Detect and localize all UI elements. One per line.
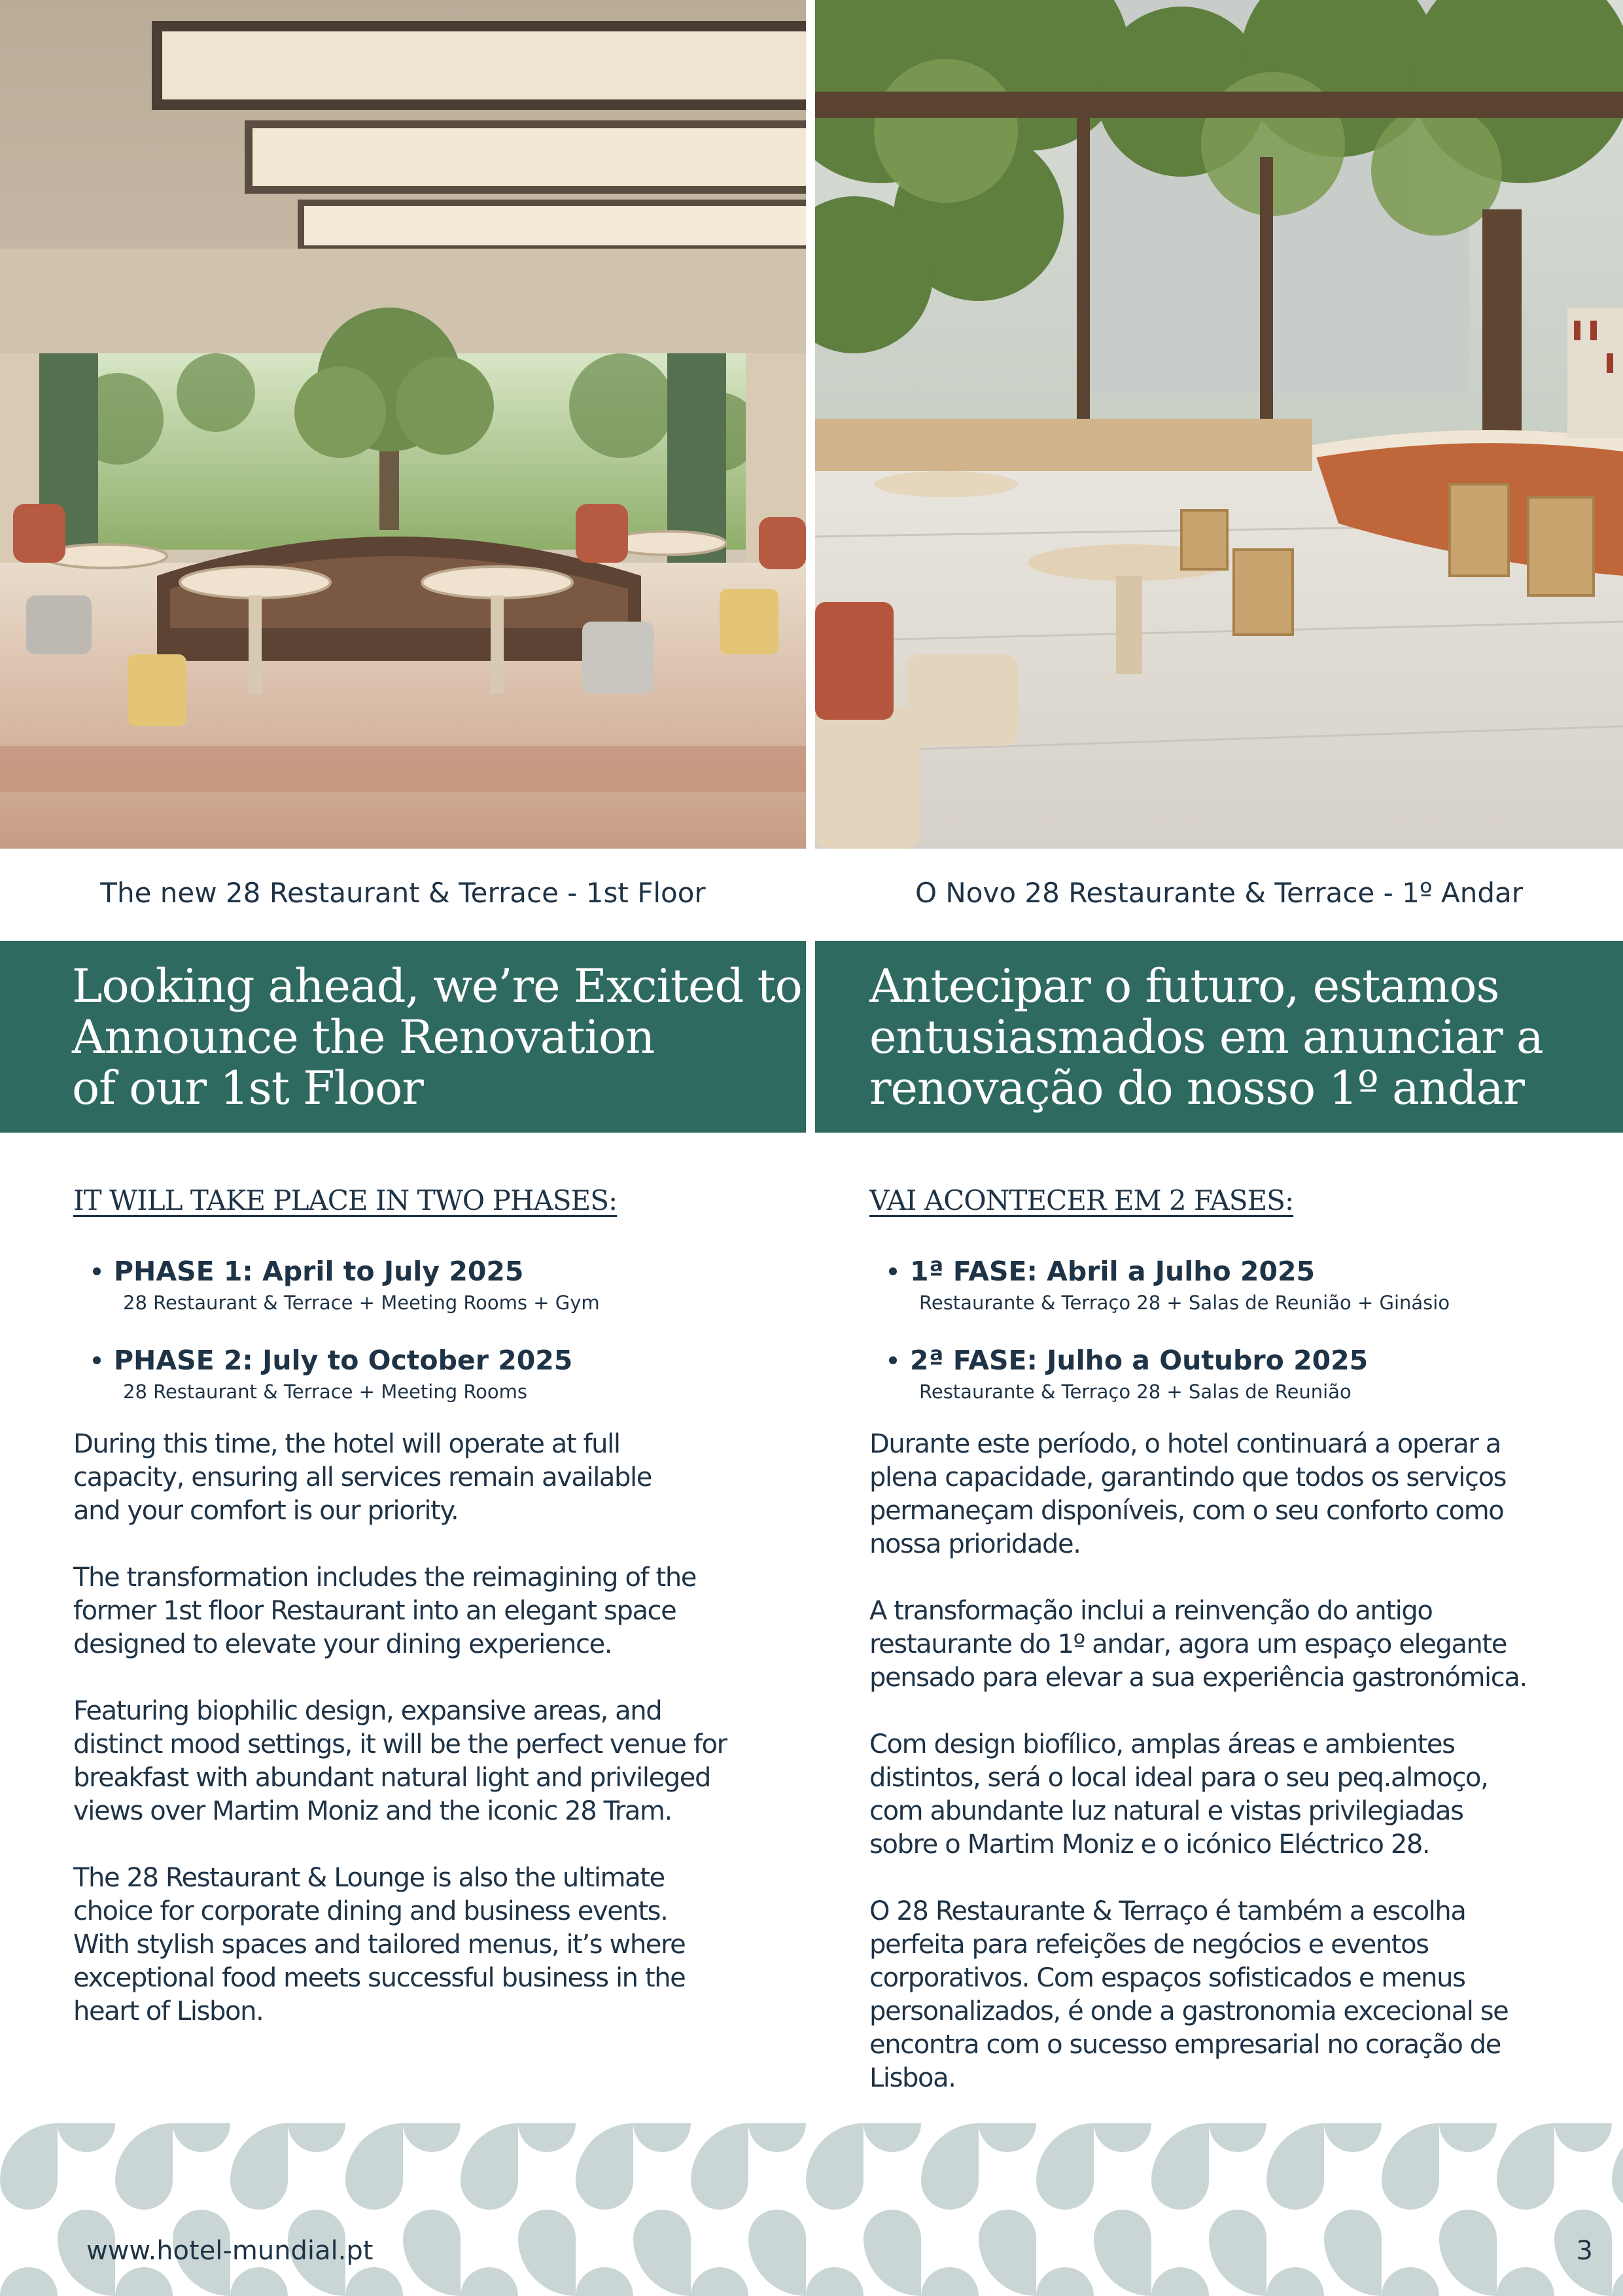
- paragraph-line: designed to elevate your dining experience.: [73, 1629, 612, 1659]
- restaurant-interior-photo: [0, 0, 806, 849]
- paragraph-line: distintos, será o local ideal para o seu peq.almoço,: [869, 1763, 1488, 1793]
- body-paragraph: [73, 1862, 799, 2028]
- headline-line: Announce the Renovation: [72, 1010, 655, 1064]
- headline-line: entusiasmados em anunciar a: [869, 1010, 1543, 1064]
- pattern-tile: [921, 2267, 979, 2296]
- headline-band-english: [0, 941, 806, 1133]
- pattern-tile: [806, 2181, 864, 2210]
- pattern-tile: [633, 2123, 691, 2152]
- pattern-tile: [173, 2123, 230, 2152]
- pattern-tile: [58, 2123, 115, 2152]
- paragraph-line: restaurante do 1º andar, agora um espaço elegante: [869, 1629, 1507, 1659]
- pattern-tile: [979, 2238, 1036, 2296]
- pattern-tile: [518, 2210, 576, 2238]
- terrace-photo: [815, 0, 1623, 849]
- pattern-tile: [1382, 2181, 1439, 2210]
- pattern-tile: [1209, 2123, 1266, 2152]
- pattern-tile: [1036, 2181, 1094, 2210]
- pattern-tile: [1036, 2267, 1094, 2296]
- pattern-tile: [1094, 2123, 1151, 2152]
- paragraph-line: capacity, ensuring all services remain available: [73, 1462, 652, 1492]
- pattern-tile: [1439, 2210, 1497, 2238]
- pattern-tile: [403, 2210, 461, 2238]
- paragraph-line: corporativos. Com espaços sofisticados e menus: [869, 1963, 1465, 1993]
- pattern-tile: [1209, 2210, 1266, 2238]
- paragraph-line: nossa prioridade.: [869, 1529, 1081, 1559]
- phase-title: PHASE 2: July to October 2025: [114, 1345, 573, 1376]
- phase-detail: Restaurante & Terraço 28 + Salas de Reunião + Ginásio: [919, 1292, 1450, 1314]
- pattern-tile: [1382, 2267, 1439, 2296]
- paragraph-line: With stylish spaces and tailored menus, it’s where: [73, 1930, 686, 1960]
- pattern-tile: [345, 2123, 403, 2181]
- pattern-tile: [115, 2267, 173, 2296]
- pattern-tile: [1324, 2210, 1382, 2238]
- paragraph-line: Lisboa.: [869, 2063, 956, 2093]
- pattern-tile: [1497, 2123, 1554, 2181]
- pattern-tile: [576, 2267, 633, 2296]
- pattern-tile: [633, 2210, 691, 2238]
- paragraph-line: perfeita para refeições de negócios e eventos: [869, 1930, 1429, 1960]
- pattern-tile: [864, 2210, 921, 2238]
- pattern-tile: [461, 2267, 518, 2296]
- website-link[interactable]: www.hotel-mundial.pt: [86, 2236, 374, 2266]
- pattern-tile: [1497, 2267, 1554, 2296]
- photo-caption-english: The new 28 Restaurant & Terrace - 1st Floor: [100, 877, 706, 909]
- paragraph-line: personalizados, é onde a gastronomia excecional se: [869, 1996, 1509, 2026]
- phases-heading: VAI ACONTECER EM 2 FASES:: [869, 1184, 1294, 1216]
- photo-caption-portuguese: O Novo 28 Restaurante & Terrace - 1º Andar: [915, 877, 1523, 909]
- pattern-tile: [979, 2210, 1036, 2238]
- pattern-tile: [691, 2267, 748, 2296]
- body-paragraph: [73, 1561, 799, 1661]
- pattern-tile: [403, 2123, 461, 2152]
- body-paragraph: [73, 1695, 799, 1828]
- pattern-tile: [633, 2238, 691, 2296]
- phase-title: 1ª FASE: Abril a Julho 2025: [910, 1256, 1316, 1287]
- body-paragraph: [73, 1428, 799, 1528]
- pattern-tile: [1554, 2123, 1612, 2152]
- pattern-tile: [1612, 2181, 1623, 2210]
- paragraph-line: During this time, the hotel will operate at full: [73, 1429, 620, 1459]
- paragraph-line: Com design biofílico, amplas áreas e ambientes: [869, 1729, 1455, 1759]
- pattern-tile: [461, 2123, 518, 2181]
- pattern-tile: [461, 2181, 518, 2210]
- pattern-tile: [115, 2181, 173, 2210]
- pattern-tile: [1151, 2181, 1209, 2210]
- pattern-tile: [1036, 2123, 1094, 2181]
- pattern-tile: [806, 2123, 864, 2181]
- body-paragraph: [869, 1428, 1609, 1561]
- body-paragraph: [869, 1595, 1609, 1695]
- pattern-tile: [518, 2238, 576, 2296]
- portuguese-column: [869, 1178, 1609, 2128]
- paragraph-line: and your comfort is our priority.: [73, 1496, 459, 1526]
- paragraph-line: The 28 Restaurant & Lounge is also the ultimate: [73, 1863, 665, 1893]
- phase-item: [73, 1342, 799, 1405]
- pattern-tile: [1612, 2123, 1623, 2181]
- pattern-tile: [864, 2238, 921, 2296]
- phase-detail: 28 Restaurant & Terrace + Meeting Rooms: [123, 1381, 528, 1403]
- pattern-tile: [1324, 2123, 1382, 2152]
- pattern-tile: [1209, 2238, 1266, 2296]
- paragraph-line: former 1st floor Restaurant into an elegant space: [73, 1596, 676, 1626]
- pattern-tile: [806, 2267, 864, 2296]
- paragraph-line: O 28 Restaurante & Terraço é também a escolha: [869, 1896, 1466, 1926]
- pattern-tile: [1497, 2181, 1554, 2210]
- paragraph-line: A transformação inclui a reinvenção do antigo: [869, 1596, 1433, 1626]
- phase-detail: 28 Restaurant & Terrace + Meeting Rooms + Gym: [123, 1292, 600, 1314]
- headline-line: Antecipar o futuro, estamos: [869, 959, 1499, 1013]
- pattern-tile: [1151, 2267, 1209, 2296]
- phase-item: [869, 1342, 1609, 1405]
- phase-item: [73, 1253, 799, 1316]
- pattern-tile: [0, 2181, 58, 2210]
- pattern-tile: [115, 2123, 173, 2181]
- pattern-tile: [1266, 2267, 1324, 2296]
- pattern-tile: [230, 2123, 288, 2181]
- paragraph-line: choice for corporate dining and business events.: [73, 1896, 668, 1926]
- pattern-tile: [576, 2123, 633, 2181]
- paragraph-line: The transformation includes the reimagining of the: [73, 1563, 696, 1593]
- paragraph-line: plena capacidade, garantindo que todos os serviços: [869, 1462, 1507, 1492]
- pattern-tile: [230, 2267, 288, 2296]
- pattern-tile: [1382, 2123, 1439, 2181]
- phase-title: PHASE 1: April to July 2025: [114, 1256, 524, 1287]
- pattern-tile: [230, 2181, 288, 2210]
- pattern-tile: [1612, 2267, 1623, 2296]
- pattern-tile: [748, 2123, 806, 2152]
- headline-line: renovação do nosso 1º andar: [869, 1061, 1524, 1115]
- pattern-tile: [1266, 2123, 1324, 2181]
- pattern-tile: [1094, 2210, 1151, 2238]
- pattern-tile: [1151, 2123, 1209, 2181]
- paragraph-line: heart of Lisbon.: [73, 1996, 264, 2026]
- paragraph-line: permaneçam disponíveis, com o seu conforto como: [869, 1496, 1504, 1526]
- headline-line: Looking ahead, we’re Excited to: [72, 959, 802, 1013]
- pattern-tile: [748, 2238, 806, 2296]
- pattern-tile: [345, 2181, 403, 2210]
- pattern-tile: [1266, 2181, 1324, 2210]
- phase-title: 2ª FASE: Julho a Outubro 2025: [910, 1345, 1369, 1376]
- phase-item: [869, 1253, 1609, 1316]
- pattern-tile: [518, 2123, 576, 2152]
- pattern-tile: [576, 2181, 633, 2210]
- headline-line: of our 1st Floor: [72, 1061, 423, 1115]
- pattern-tile: [921, 2123, 979, 2181]
- pattern-tile: [979, 2123, 1036, 2152]
- paragraph-line: distinct mood settings, it will be the perfect venue for: [73, 1729, 727, 1759]
- paragraph-line: breakfast with abundant natural light and privileged: [73, 1763, 710, 1793]
- pattern-tile: [921, 2181, 979, 2210]
- headline-band-portuguese: [815, 941, 1623, 1133]
- paragraph-line: sobre o Martim Moniz e o icónico Eléctrico 28.: [869, 1829, 1430, 1860]
- pattern-tile: [864, 2123, 921, 2152]
- pattern-tile: [345, 2267, 403, 2296]
- english-column: [73, 1178, 799, 2062]
- pattern-tile: [1439, 2123, 1497, 2152]
- paragraph-line: pensado para elevar a sua experiência gastronómica.: [869, 1663, 1527, 1693]
- paragraph-line: com abundante luz natural e vistas privilegiadas: [869, 1796, 1463, 1826]
- pattern-tile: [1324, 2238, 1382, 2296]
- paragraph-line: exceptional food meets successful business in the: [73, 1963, 686, 1993]
- body-paragraph: [869, 1895, 1609, 2095]
- pattern-tile: [0, 2123, 58, 2181]
- paragraph-line: Featuring biophilic design, expansive areas, and: [73, 1696, 662, 1726]
- pattern-tile: [288, 2123, 345, 2152]
- paragraph-line: encontra com o sucesso empresarial no coração de: [869, 2030, 1501, 2060]
- decorative-pattern-footer: [0, 2123, 1623, 2296]
- pattern-tile: [748, 2210, 806, 2238]
- phases-heading: IT WILL TAKE PLACE IN TWO PHASES:: [73, 1184, 618, 1216]
- pattern-tile: [1439, 2238, 1497, 2296]
- pattern-tile: [1094, 2238, 1151, 2296]
- pattern-tile: [403, 2238, 461, 2296]
- body-paragraph: [869, 1728, 1609, 1862]
- page-number: 3: [1576, 2236, 1593, 2266]
- paragraph-line: Durante este período, o hotel continuará a operar a: [869, 1429, 1501, 1459]
- pattern-tile: [691, 2123, 748, 2181]
- phase-detail: Restaurante & Terraço 28 + Salas de Reunião: [919, 1381, 1352, 1403]
- paragraph-line: views over Martim Moniz and the iconic 28 Tram.: [73, 1796, 672, 1826]
- pattern-tile: [0, 2267, 58, 2296]
- pattern-tile: [691, 2181, 748, 2210]
